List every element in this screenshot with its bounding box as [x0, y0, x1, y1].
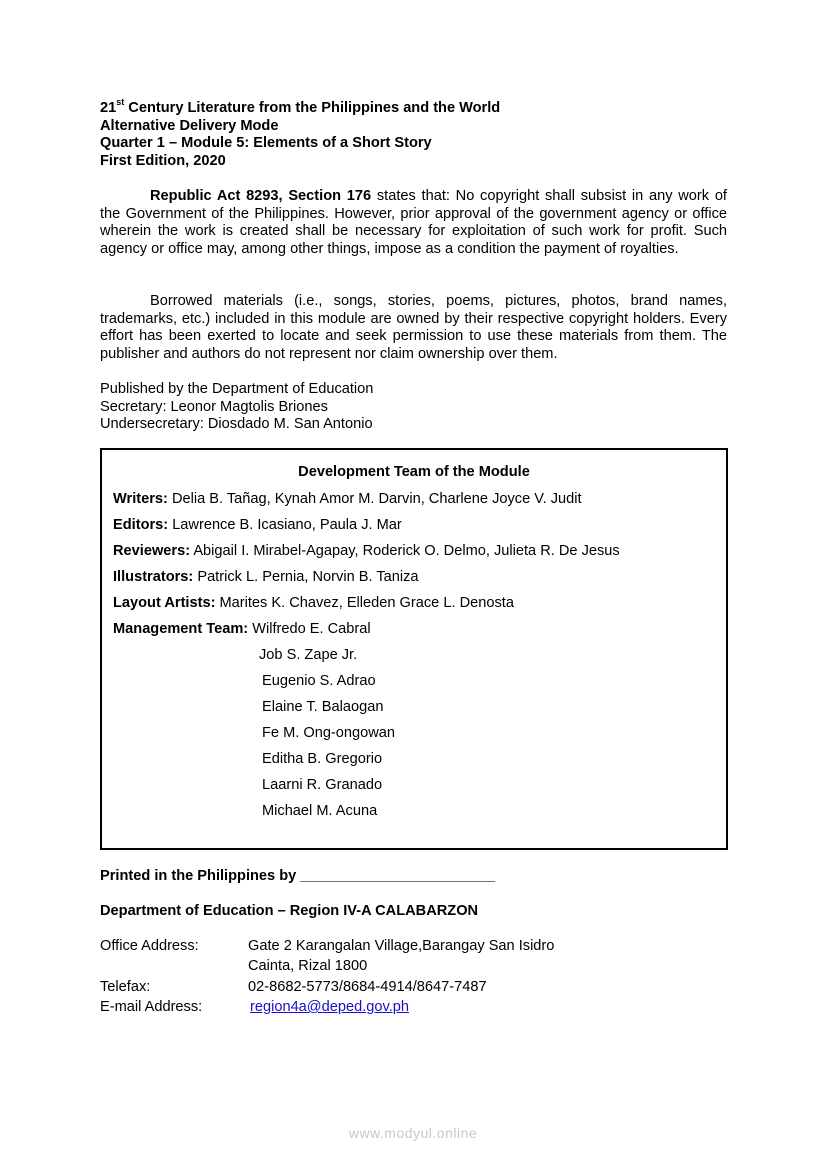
development-team-box [100, 448, 728, 850]
writers-row: Writers: Delia B. Tañag, Kynah Amor M. Darvin, Charlene Joyce V. Judit [113, 491, 582, 507]
republic-act-citation: Republic Act 8293, Section 176 [150, 188, 372, 204]
email-label: E-mail Address: [100, 999, 203, 1015]
module-name: Quarter 1 – Module 5: Elements of a Short Story [100, 135, 432, 151]
course-title: 21st Century Literature from the Philippines and the World [100, 97, 501, 116]
management-member: Laarni R. Granado [262, 777, 383, 793]
team-box-title: Development Team of the Module [298, 464, 530, 480]
publisher: Published by the Department of Education [100, 381, 374, 397]
undersecretary: Undersecretary: Diosdado M. San Antonio [100, 416, 373, 432]
reviewers-row: Reviewers: Abigail I. Mirabel-Agapay, Roderick O. Delmo, Julieta R. De Jesus [113, 543, 620, 559]
telefax-value: 02-8682-5773/8684-4914/8647-7487 [248, 979, 487, 995]
management-member: Editha B. Gregorio [262, 751, 383, 767]
management-member: Michael M. Acuna [262, 803, 378, 819]
management-member: Fe M. Ong-ongowan [262, 725, 396, 741]
management-member: Job S. Zape Jr. [259, 647, 358, 663]
layout-artists-row: Layout Artists: Marites K. Chavez, Elleden Grace L. Denosta [113, 595, 514, 611]
telefax-label: Telefax: [100, 979, 151, 995]
delivery-mode: Alternative Delivery Mode [100, 117, 279, 134]
management-member: Elaine T. Balaogan [262, 699, 384, 715]
edition: First Edition, 2020 [100, 152, 226, 169]
email-link[interactable] [250, 999, 409, 1015]
secretary: Secretary: Leonor Magtolis Briones [100, 398, 328, 415]
office-address-label: Office Address: [100, 938, 199, 954]
module-title-block [100, 97, 728, 170]
publication-info [100, 381, 373, 434]
editors-row: Editors: Lawrence B. Icasiano, Paula J. Mar [113, 517, 402, 533]
watermark: www.modyul.online [348, 1125, 478, 1141]
office-address-line1: Gate 2 Karangalan Village,Barangay San Isidro [248, 938, 555, 954]
email-address[interactable]: region4a@deped.gov.ph [250, 999, 409, 1015]
region-heading: Department of Education – Region IV-A CALABARZON [100, 903, 479, 919]
illustrators-row: Illustrators: Patrick L. Pernia, Norvin B. Taniza [113, 569, 419, 585]
management-team-row: Management Team: Wilfredo E. Cabral [113, 621, 371, 637]
printed-by-line: Printed in the Philippines by ________________________ [100, 868, 496, 884]
copyright-paragraph: Republic Act 8293, Section 176 states that: No copyright shall subsist in any work of the Government of the Philippines. However, prior approval of the government agency or office wherein the work is created shall be necessary for exploitation of such work for profit. Such agency or office may, among other things, impose as a condition the payment of royalties. [100, 188, 727, 257]
borrowed-materials-paragraph: Borrowed materials (i.e., songs, stories, poems, pictures, photos, brand names, trademarks, etc.) included in this module are owned by their respective copyright holders. Every effort has been exerted to locate and seek permission to use these materials from them. The publisher and authors do not represent nor claim ownership over them. [100, 293, 727, 362]
office-address-line2: Cainta, Rizal 1800 [248, 958, 368, 974]
management-member: Eugenio S. Adrao [262, 673, 376, 689]
